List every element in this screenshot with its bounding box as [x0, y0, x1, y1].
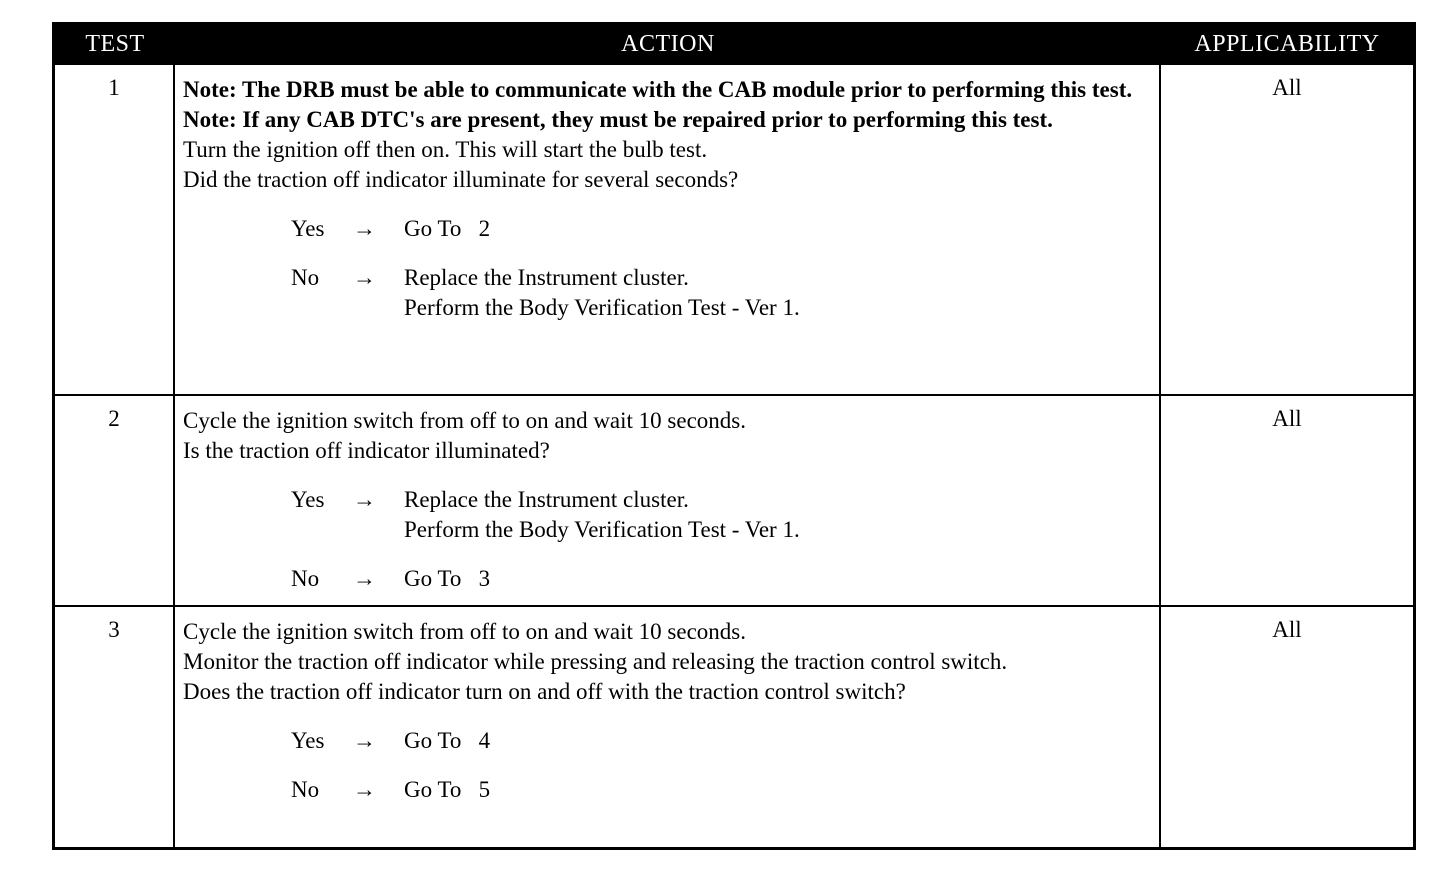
arrow-icon: → — [353, 265, 376, 290]
header-action: ACTION — [621, 31, 715, 57]
note-text: Note: If any CAB DTC's are present, they must be repaired prior to performing this test. — [183, 107, 1053, 132]
choice-no — [183, 263, 1153, 323]
table-row-test-3 — [55, 607, 1413, 847]
instruction-text: Turn the ignition off then on. This will start the bulb test. — [183, 137, 708, 162]
test-number: 2 — [55, 396, 175, 605]
instruction-text: Is the traction off indicator illuminated? — [183, 438, 550, 463]
applicability-cell: All — [1272, 617, 1302, 642]
answer-label: Yes — [291, 487, 325, 512]
table-row-test-2 — [55, 396, 1413, 607]
action-cell — [175, 607, 1161, 847]
instruction-text: Cycle the ignition switch from off to on and wait 10 seconds. — [183, 408, 746, 433]
choice-yes — [183, 214, 1153, 244]
answer-label: No — [291, 265, 320, 290]
applicability-cell: All — [1272, 406, 1302, 431]
arrow-icon: → — [353, 566, 376, 591]
header-test: TEST — [85, 31, 145, 57]
choice-no — [183, 775, 1153, 805]
applicability-cell: All — [1272, 75, 1302, 100]
answer-label: Yes — [291, 216, 325, 241]
result-text: Go To 4 — [404, 728, 491, 753]
arrow-icon: → — [353, 487, 376, 512]
test-number: 1 — [55, 65, 175, 394]
arrow-icon: → — [353, 728, 376, 753]
table-header — [55, 25, 1413, 65]
result-text: Perform the Body Verification Test - Ver 1. — [404, 295, 800, 320]
header-applicability: APPLICABILITY — [1194, 31, 1380, 57]
result-text: Go To 5 — [404, 777, 491, 802]
choice-no — [183, 564, 1153, 594]
answer-label: No — [291, 777, 320, 802]
choice-yes — [183, 726, 1153, 756]
instruction-text: Monitor the traction off indicator while pressing and releasing the traction control switch. — [183, 649, 1008, 674]
note-text: Note: The DRB must be able to communicate with the CAB module prior to performing this test. — [183, 77, 1133, 102]
arrow-icon: → — [353, 777, 376, 802]
table-row-test-1 — [55, 65, 1413, 396]
answer-label: No — [291, 566, 320, 591]
result-text: Perform the Body Verification Test - Ver 1. — [404, 517, 800, 542]
result-text: Go To 3 — [404, 566, 491, 591]
test-number: 3 — [55, 607, 175, 847]
choice-yes — [183, 485, 1153, 545]
action-cell — [175, 396, 1161, 605]
instruction-text: Cycle the ignition switch from off to on and wait 10 seconds. — [183, 619, 746, 644]
result-text: Go To 2 — [404, 216, 491, 241]
answer-label: Yes — [291, 728, 325, 753]
diagnostic-test-table — [52, 22, 1416, 850]
instruction-text: Does the traction off indicator turn on and off with the traction control switch? — [183, 679, 906, 704]
result-text: Replace the Instrument cluster. — [404, 265, 689, 290]
action-cell — [175, 65, 1161, 394]
arrow-icon: → — [353, 216, 376, 241]
instruction-text: Did the traction off indicator illuminate for several seconds? — [183, 167, 739, 192]
result-text: Replace the Instrument cluster. — [404, 487, 689, 512]
